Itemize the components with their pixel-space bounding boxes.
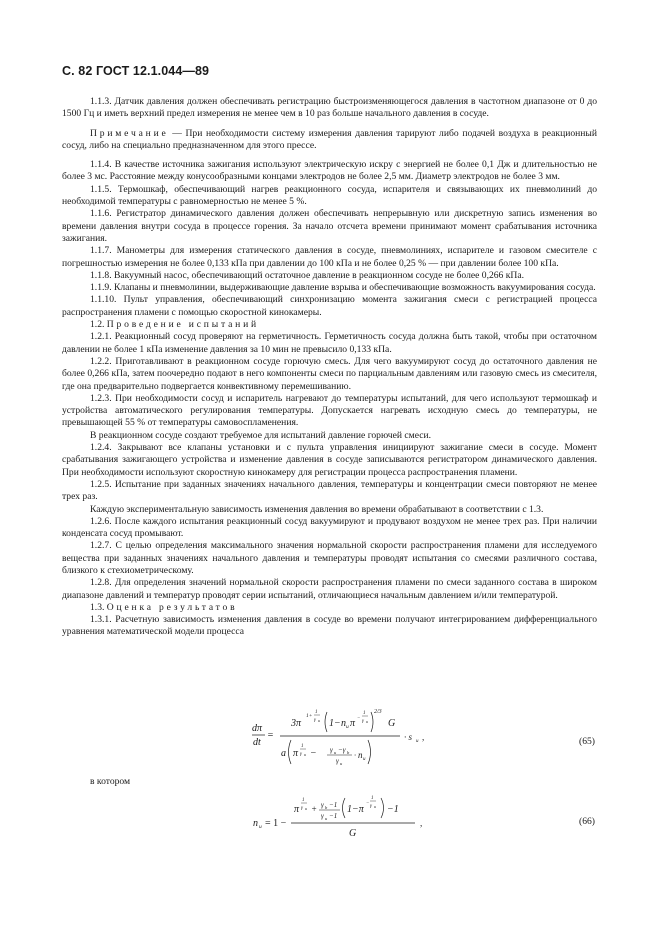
paragraph bbox=[62, 577, 597, 602]
paragraph bbox=[62, 245, 597, 270]
paragraph bbox=[62, 128, 597, 153]
svg-text:1: 1 bbox=[302, 798, 305, 803]
svg-text:−1: −1 bbox=[329, 812, 338, 820]
paragraph-text: 1.3.1. Расчетную зависимость изменения давления в сосуде во времени получают интегрированием дифференциального уравнения математической модели процесса bbox=[62, 614, 597, 638]
svg-text:a: a bbox=[281, 748, 286, 759]
paragraph-text: 1.2.4. Закрывают все клапаны установки и с пульта управления инициируют зажигание смеси в сосуде. Момент срабатывания зажигающего устройства и изменение давления в сосуде записываются регистратором динамического давления. При необходимости используют скоростную кинокамеру для регистрации процесса распространения пламени. bbox=[62, 442, 597, 478]
svg-text:b: b bbox=[347, 750, 350, 755]
svg-text:G: G bbox=[349, 828, 357, 839]
svg-text:1: 1 bbox=[301, 744, 304, 749]
svg-text:u: u bbox=[346, 724, 349, 730]
paragraph-text: 1.2.7. С целью определения максимального значения нормальной скорости распространения пламени для исследуемого вещества при заданных значениях начального давления и температуры проводят испытания со смесями различного состава, близкого к стехиометрическому. bbox=[62, 540, 597, 576]
paragraph-text: 1.2.3. При необходимости сосуд и испаритель нагревают до температуры испытаний, для чего используют термошкаф и устройства автоматического регулирования температуры. Допускается нагревать исходную смесь до температуры, не превышающей 55 % от температуры самовоспламенения. bbox=[62, 392, 597, 429]
paragraph-text: 1.1.5. Термошкаф, обеспечивающий нагрев реакционного сосуда, испарителя и связывающих их пневмолиний до необходимой температуры с равномерностью не менее 5 %. bbox=[62, 183, 597, 208]
formula-65 bbox=[250, 700, 450, 776]
svg-text:n: n bbox=[358, 750, 363, 760]
paragraph-text: 1.2.8. Для определения значений нормальной скорости распространения пламени по смеси заданного состава в широком диапазоне давлений и температур проводят серии испытаний, отличающиеся начальным давлением и/или температурой. bbox=[62, 577, 597, 601]
svg-text:−: − bbox=[366, 801, 370, 806]
paragraph-text: 1.3. bbox=[90, 601, 107, 613]
spaced-heading-text: Проведение испытаний bbox=[106, 319, 259, 331]
paragraph-text: 1.2.1. Реакционный сосуд проверяют на герметичность. Герметичность сосуда должна быть такой, чтобы при остаточном давлении не более 1 кПа изменение давления за 10 мин не превысило 0,133 кПа. bbox=[62, 331, 597, 355]
svg-text:u: u bbox=[318, 718, 320, 723]
svg-text:·: · bbox=[354, 751, 356, 760]
paragraph bbox=[62, 516, 597, 541]
svg-text:+: + bbox=[311, 804, 318, 814]
svg-text:u: u bbox=[340, 761, 343, 766]
paragraph-text: 1.2.6. После каждого испытания реакционный сосуд вакуумируют и продувают воздухом не менее трех раз. При наличии конденсата сосуд промывают. bbox=[62, 515, 597, 540]
paragraph-text: — При необходимости систему измерения давления тарируют либо подачей воздуха в реакционный сосуд, либо на специально предназначенном для этого прессе. bbox=[62, 127, 597, 151]
paragraph bbox=[62, 96, 597, 121]
svg-text:,: , bbox=[422, 732, 425, 742]
paragraph-text: В реакционном сосуде создают требуемое для испытаний давление горючей смеси. bbox=[90, 429, 432, 441]
svg-text:γ: γ bbox=[362, 719, 364, 724]
svg-text:2/3: 2/3 bbox=[374, 709, 382, 715]
spaced-heading-text: Оценка результатов bbox=[106, 601, 238, 613]
paragraph-text: 1.2.5. Испытание при заданных значениях начального давления, температуры и концентрации смеси повторяют не менее трех раз. bbox=[62, 478, 597, 503]
svg-text:b: b bbox=[325, 805, 328, 810]
svg-text:u: u bbox=[304, 752, 306, 757]
svg-text:−: − bbox=[310, 748, 317, 759]
paragraph bbox=[62, 319, 597, 331]
svg-text:γ: γ bbox=[370, 804, 372, 809]
svg-text:G: G bbox=[388, 718, 396, 729]
svg-text:u: u bbox=[366, 719, 368, 724]
paragraph-text: 1.1.9. Клапаны и пневмолинии, выдерживающие давление взрыва и обеспечивающие возможность вакуумирования сосуда. bbox=[90, 282, 596, 294]
paragraph-text: 1.1.3. Датчик давления должен обеспечивать регистрацию быстроизменяющегося давления в частотном диапазоне от 0 до 1500 Гц и иметь верхний предел измерения не менее чем в 10 раз больше начального давления в сосуде. bbox=[62, 96, 597, 120]
svg-text:−1: −1 bbox=[329, 801, 338, 809]
equation-number-66: (66) bbox=[579, 816, 595, 827]
paragraph bbox=[62, 614, 597, 639]
svg-text:−γ: −γ bbox=[338, 746, 346, 754]
paragraph bbox=[62, 159, 597, 184]
paragraph-text: 1.1.8. Вакуумный насос, обеспечивающий остаточное давление в реакционном сосуде не более 0,266 кПа. bbox=[90, 269, 524, 281]
paragraph-text: 1.1.7. Манометры для измерения статического давления в сосуде, пневмолиниях, испарителе и газовом смесителе с погрешностью измерения не более 0,133 кПа при давлении до 100 кПа и не более 0,25 % — при давлении более 100 кПа. bbox=[62, 245, 597, 269]
svg-text:n: n bbox=[341, 718, 346, 729]
paragraph bbox=[62, 540, 597, 577]
svg-text:−1: −1 bbox=[387, 804, 399, 815]
equation-number-65: (65) bbox=[579, 736, 595, 747]
svg-text:1−π: 1−π bbox=[347, 804, 364, 815]
svg-text:γ: γ bbox=[321, 812, 324, 820]
svg-text:1: 1 bbox=[371, 796, 374, 801]
svg-text:π: π bbox=[294, 804, 300, 815]
paragraph bbox=[62, 282, 597, 294]
paragraph bbox=[62, 430, 597, 442]
paragraph-text: 1.1.6. Регистратор динамического давления должен обеспечивать непрерывную или дискретную запись изменения во времени давления внутри сосуда в процессе горения. За начало отсчета времени принимают момент срабатывания источника зажигания. bbox=[62, 208, 597, 244]
svg-text:u: u bbox=[334, 750, 337, 755]
svg-text:= 1 −: = 1 − bbox=[265, 818, 287, 829]
paragraph bbox=[62, 504, 597, 516]
formula-66 bbox=[250, 790, 450, 842]
svg-text:γ: γ bbox=[330, 746, 333, 754]
paragraph-text: 1.2.2. Приготавливают в реакционном сосуде горючую смесь. Для чего вакуумируют сосуд до остаточного давления не более 0,266 кПа, затем поочередно подают в него компоненты смеси по парциальным давлениям или газовую смесь из смесителя, где она предварительно подвергается конвективному перемешиванию. bbox=[62, 355, 597, 392]
body-text bbox=[62, 96, 597, 639]
lhs-denominator: dt bbox=[253, 737, 261, 748]
svg-text:· s: · s bbox=[404, 732, 413, 742]
svg-text:γ: γ bbox=[336, 757, 339, 765]
svg-text:π: π bbox=[293, 748, 299, 759]
paragraph-text: 1.2. bbox=[90, 319, 107, 331]
svg-text:1−: 1− bbox=[329, 718, 341, 729]
paragraph-text: 1.1.10. Пульт управления, обеспечивающий синхронизацию момента зажигания смеси с регистрацией процесса распространения пламени с помощью скоростной кинокамеры. bbox=[62, 294, 597, 318]
svg-text:u: u bbox=[416, 739, 419, 744]
svg-text:γ: γ bbox=[300, 752, 302, 757]
paragraph bbox=[62, 356, 597, 393]
num-coef: 3π bbox=[291, 718, 302, 729]
paragraph bbox=[62, 479, 597, 504]
paragraph bbox=[62, 294, 597, 319]
svg-text:u: u bbox=[363, 757, 366, 762]
paragraph-text: 1.1.4. В качестве источника зажигания используют электрическую искру с энергией не более 0,1 Дж и длительностью не более 3 мс. Расстояние между конусообразными концами электродов не более 2,5 мм. Диаметр электродов не более 3 мм. bbox=[62, 159, 597, 183]
svg-text:1: 1 bbox=[363, 711, 366, 716]
paragraph-text: Каждую экспериментальную зависимость изменения давления во времени обрабатывают в соответствии с 1.3. bbox=[90, 503, 544, 515]
paragraph bbox=[62, 184, 597, 209]
paragraph bbox=[62, 393, 597, 430]
svg-text:u: u bbox=[325, 816, 328, 821]
svg-text:u: u bbox=[374, 804, 376, 809]
lhs-numerator: dπ bbox=[252, 723, 263, 734]
svg-text:−: − bbox=[357, 716, 361, 721]
svg-text:γ: γ bbox=[321, 801, 324, 809]
svg-text:=: = bbox=[267, 730, 274, 741]
paragraph bbox=[62, 442, 597, 479]
paragraph bbox=[62, 208, 597, 245]
svg-text:u: u bbox=[305, 806, 307, 811]
svg-text:γ: γ bbox=[314, 718, 316, 723]
svg-text:1+: 1+ bbox=[306, 713, 313, 719]
paragraph bbox=[62, 602, 597, 614]
paragraph bbox=[62, 270, 597, 282]
svg-text:1: 1 bbox=[315, 710, 318, 715]
svg-text:,: , bbox=[420, 818, 423, 828]
spaced-heading-text: Примечание bbox=[90, 127, 169, 139]
svg-text:γ: γ bbox=[301, 806, 303, 811]
svg-text:π: π bbox=[350, 718, 356, 729]
page-header: С. 82 ГОСТ 12.1.044—89 bbox=[62, 64, 210, 78]
svg-text:n: n bbox=[253, 818, 258, 829]
paragraph bbox=[62, 331, 597, 356]
in-which-text: в котором bbox=[90, 776, 131, 787]
svg-text:u: u bbox=[259, 824, 262, 830]
